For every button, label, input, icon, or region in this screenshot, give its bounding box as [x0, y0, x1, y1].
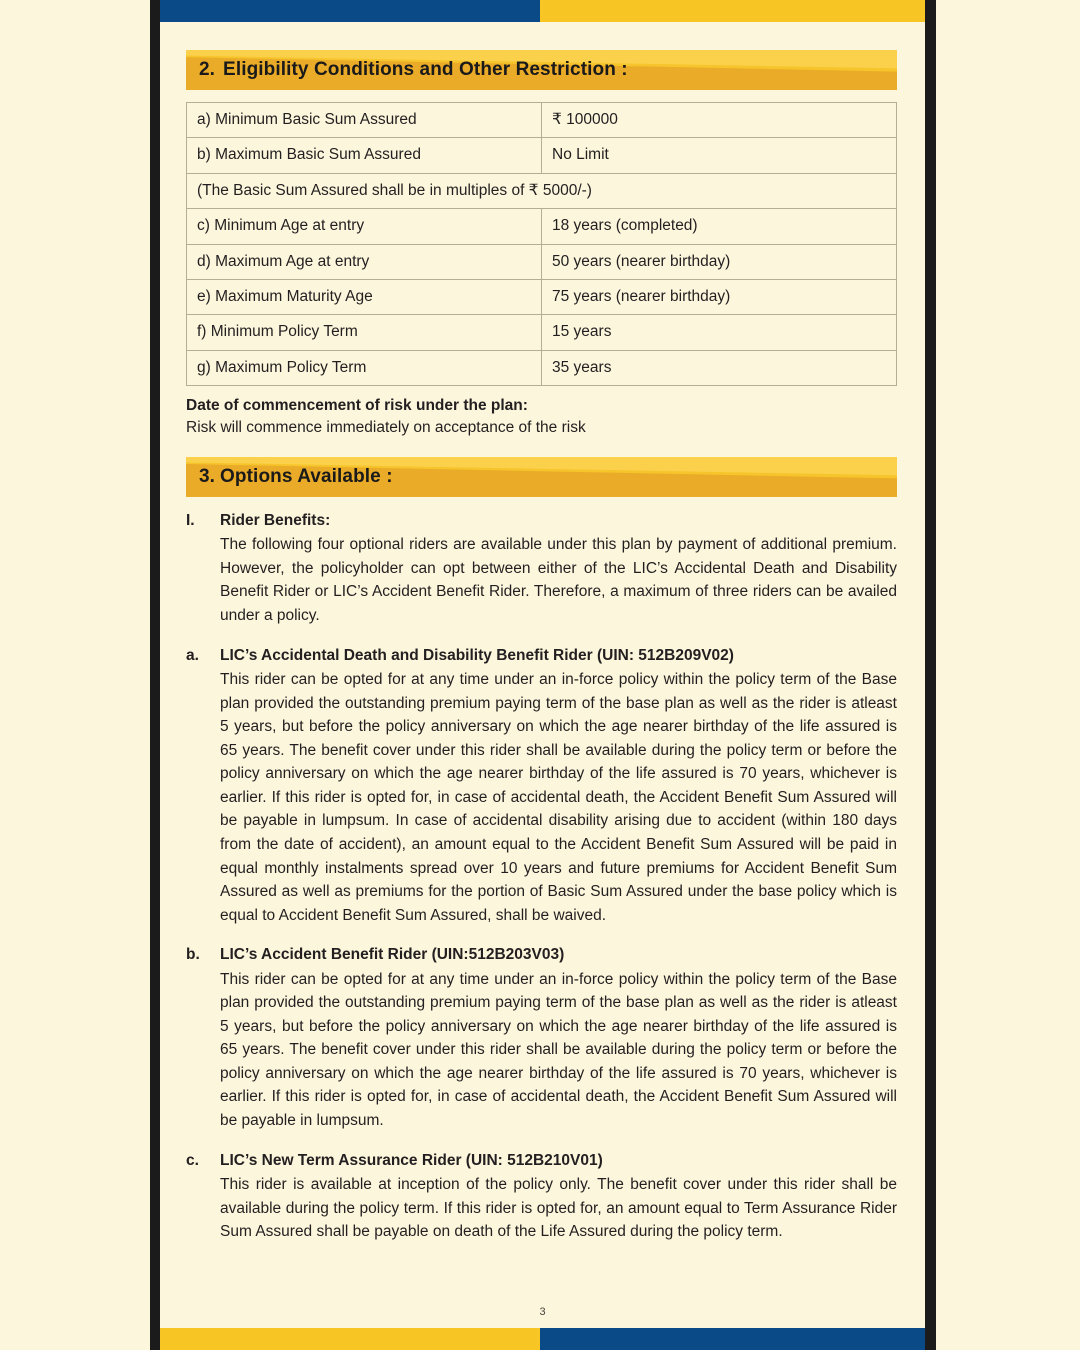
table-cell-value: ₹ 100000	[542, 103, 897, 138]
bottom-banner-yellow-segment	[160, 1328, 540, 1350]
table-row	[187, 315, 897, 350]
table-cell-value: 15 years	[542, 315, 897, 350]
table-row	[187, 350, 897, 385]
table-row	[187, 209, 897, 244]
commencement-heading: Date of commencement of risk under the plan:	[186, 397, 528, 414]
list-item-marker: I.	[186, 511, 195, 529]
top-banner-blue-segment	[160, 0, 540, 22]
section-title: Eligibility Conditions and Other Restriction :	[223, 59, 628, 80]
table-cell-value: 50 years (nearer birthday)	[542, 244, 897, 279]
table-cell-value: 75 years (nearer birthday)	[542, 279, 897, 314]
list-item-title: LIC’s New Term Assurance Rider (UIN: 512B210V01)	[220, 1151, 603, 1169]
list-item	[186, 943, 897, 1132]
table-cell-value: 35 years	[542, 350, 897, 385]
commencement-text: Risk will commence immediately on acceptance of the risk	[186, 418, 586, 436]
list-item-body	[220, 509, 897, 628]
book-spine-right-edge	[925, 0, 936, 1350]
list-item-marker: b.	[186, 946, 200, 964]
table-cell-key: a) Minimum Basic Sum Assured	[187, 103, 542, 138]
brochure-page	[160, 0, 925, 1350]
page-number: 3	[539, 1306, 546, 1318]
table-cell-key: d) Maximum Age at entry	[187, 244, 542, 279]
section-number: 3.	[199, 465, 216, 487]
table-row	[187, 244, 897, 279]
section-heading-options	[186, 457, 897, 497]
section-number: 2.	[199, 59, 216, 80]
table-cell-note: (The Basic Sum Assured shall be in multiples of ₹ 5000/-)	[187, 173, 897, 208]
table-row	[187, 279, 897, 314]
bottom-banner	[160, 1328, 925, 1350]
list-item-title: LIC’s Accidental Death and Disability Benefit Rider (UIN: 512B209V02)	[220, 646, 734, 664]
list-item-paragraph: The following four optional riders are available under this plan by payment of additional premium. However, the policyholder can opt between either of the LIC’s Accidental Death and Disability Benefit Rider or LIC’s Accident Benefit Rider. Therefore, a maximum of three riders can be availed under a policy.	[220, 536, 897, 625]
table-row	[187, 103, 897, 138]
table-cell-key: f) Minimum Policy Term	[187, 315, 542, 350]
list-item-paragraph: This rider can be opted for at any time under an in-force policy within the policy term of the Base plan provided the outstanding premium paying term of the base plan as well as the rider is atleast 5 years, but before the policy anniversary on which the age nearer birthday of the life assured is 65 years. The benefit cover under this rider shall be available during the policy term or before the policy anniversary on which the age nearer birthday of the life assured is 70 years, whichever is earlier. If this rider is opted for, in case of accidental death, the Accident Benefit Sum Assured will be payable in lumpsum. In case of accidental disability arising due to accident (within 180 days from the date of accident), an amount equal to the Accident Benefit Sum Assured will be paid in equal monthly instalments spread over 10 years and future premiums for Accident Benefit Sum Assured as well as premiums for the portion of Basic Sum Assured under the base policy which is equal to Accident Benefit Sum Assured, shall be waived.	[220, 671, 897, 924]
list-item-title: Rider Benefits:	[220, 511, 331, 529]
table-row-note	[187, 173, 897, 208]
top-banner-yellow-segment	[540, 0, 925, 22]
table-cell-value: No Limit	[542, 138, 897, 173]
eligibility-table	[186, 102, 897, 386]
table-cell-key: e) Maximum Maturity Age	[187, 279, 542, 314]
list-item-marker: a.	[186, 646, 199, 664]
section-heading-eligibility	[186, 50, 897, 90]
list-item-body	[220, 1149, 897, 1244]
list-item-body	[220, 943, 897, 1132]
book-spine-left-edge	[150, 0, 160, 1350]
table-row	[187, 138, 897, 173]
table-cell-key: g) Maximum Policy Term	[187, 350, 542, 385]
list-item-title: LIC’s Accident Benefit Rider (UIN:512B203V03)	[220, 946, 565, 964]
table-cell-key: b) Maximum Basic Sum Assured	[187, 138, 542, 173]
page-content	[186, 50, 897, 1244]
list-item-paragraph: This rider is available at inception of the policy only. The benefit cover under this rider shall be available during the policy term. If this rider is opted for, an amount equal to Term Assurance Rider Sum Assured shall be payable on death of the Life Assured during the policy term.	[220, 1176, 897, 1241]
list-item-body	[220, 644, 897, 928]
commencement-block	[186, 396, 897, 439]
list-item-marker: c.	[186, 1151, 199, 1169]
list-item-paragraph: This rider can be opted for at any time under an in-force policy within the policy term of the Base plan provided the outstanding premium paying term of the base plan as well as the rider is atleast 5 years, but before the policy anniversary on which the age nearer birthday of the life assured is 65 years. The benefit cover under this rider shall be available during the policy term or before the policy anniversary on which the age nearer birthday of the life assured is 70 years, whichever is earlier. If this rider is opted for, in case of accidental death, the Accident Benefit Sum Assured will be payable in lumpsum.	[220, 970, 897, 1129]
list-item	[186, 509, 897, 628]
table-cell-value: 18 years (completed)	[542, 209, 897, 244]
list-item	[186, 1149, 897, 1244]
section-heading-label	[186, 457, 897, 497]
list-item	[186, 644, 897, 928]
top-banner	[160, 0, 925, 22]
bottom-banner-blue-segment	[540, 1328, 925, 1350]
section-title: Options Available :	[220, 465, 393, 487]
section-heading-label	[186, 50, 897, 90]
table-cell-key: c) Minimum Age at entry	[187, 209, 542, 244]
